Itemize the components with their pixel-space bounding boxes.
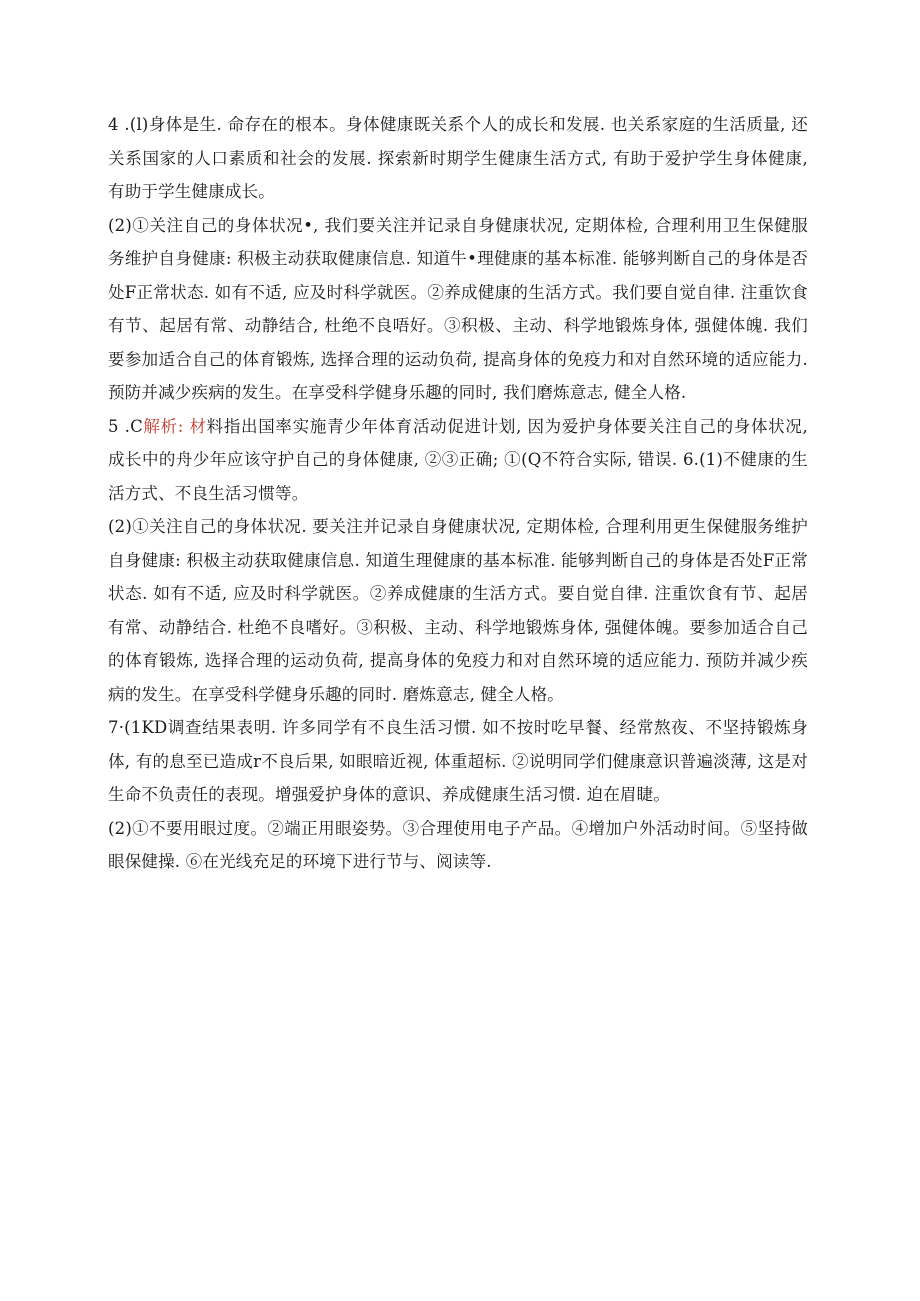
answer-paragraph-4-part-2: (2)①关注自己的身体状况•, 我们要关注并记录自身健康状况, 定期体检, 合理利用卫生保健服务维护自身健康: 积极主动获取健康信息. 知道牛•理健康的基本标准. 能够判断自己的身体是否处F正常状态. 如有不适, 应及时科学就医。②养成健康的生活方式。我们要自觉自律. 注重饮食有节、起居有常、动静结合, 杜绝不良唔好。③积极、主动、科学地锻炼身体, 强健体魄. 我们要参加适合自己的体育锻炼, 选择合理的运动负荷, 提高身体的免疫力和对自然环境的适应能力. 预防并减少疾病的发生。在享受科学健身乐趣的同时, 我们磨炼意志, 健全人格. xyxy=(108,215,808,402)
answer-5-body: 料指出国率实施青少年体育活动促进计划, 因为爱护身体要关注自己的身体状况, 成长中的舟少年应该守护自己的身体健康, ②③正确; ①(Q不符合实际, 错误. 6.(1)不健康的生活方式、不良生活习惯等。 xyxy=(108,416,808,503)
answer-paragraph-7-part-1: 7·(1KD调查结果表明. 许多同学有不良生活习惯. 如不按时吃早餐、经常熬夜、不坚持锻炼身体, 有的息至已造成r不良后果, 如眼暗近视, 体重超标. ②说明同学们健康意识普遍淡薄, 这是对生命不负责任的表现。增强爱护身体的意识、养成健康生活习惯. 迫在眉睫。 xyxy=(108,718,808,804)
answer-paragraph-4-part-1: 4 .(l)身体是生. 命存在的根本。身体健康既关系个人的成长和发展. 也关系家庭的生活质量, 还关系国家的人口素质和社会的发展. 探索新时期学生健康生活方式, 有助于爱护学生身体健康, 有助于学生健康成长。 xyxy=(108,115,808,201)
answer-paragraph-5 xyxy=(108,410,808,511)
answer-5-prefix: 5 .C xyxy=(108,416,143,436)
answer-5-analysis-label: 解析: 材 xyxy=(142,416,207,436)
document-page xyxy=(108,108,808,879)
answer-paragraph-7-part-2: (2)①不要用眼过度。②端正用眼姿势。③合理使用电子产品。④增加户外活动时间。⑤坚持做眼保健操. ⑥在光线充足的环境下进行节与、阅读等. xyxy=(108,818,808,871)
answer-paragraph-6-part-2: (2)①关注自己的身体状况. 要关注并记录自身健康状况, 定期体检, 合理利用更生保健服务维护自身健康: 积极主动获取健康信息. 知道生理健康的基本标准. 能够判断自己的身体是否处F正常状态. 如有不适, 应及时科学就医。②养成健康的生活方式。要自觉自律. 注重饮食有节、起居有常、动静结合. 杜绝不良嗜好。③积极、主动、科学地锻炼身体, 强健体魄。要参加适合自己的体育锻炼, 选择合理的运动负荷, 提高身体的免疫力和对自然环境的适应能力. 预防并减少疾病的发生。在享受科学健身乐趣的同时. 磨炼意志, 健全人格。 xyxy=(108,517,808,704)
